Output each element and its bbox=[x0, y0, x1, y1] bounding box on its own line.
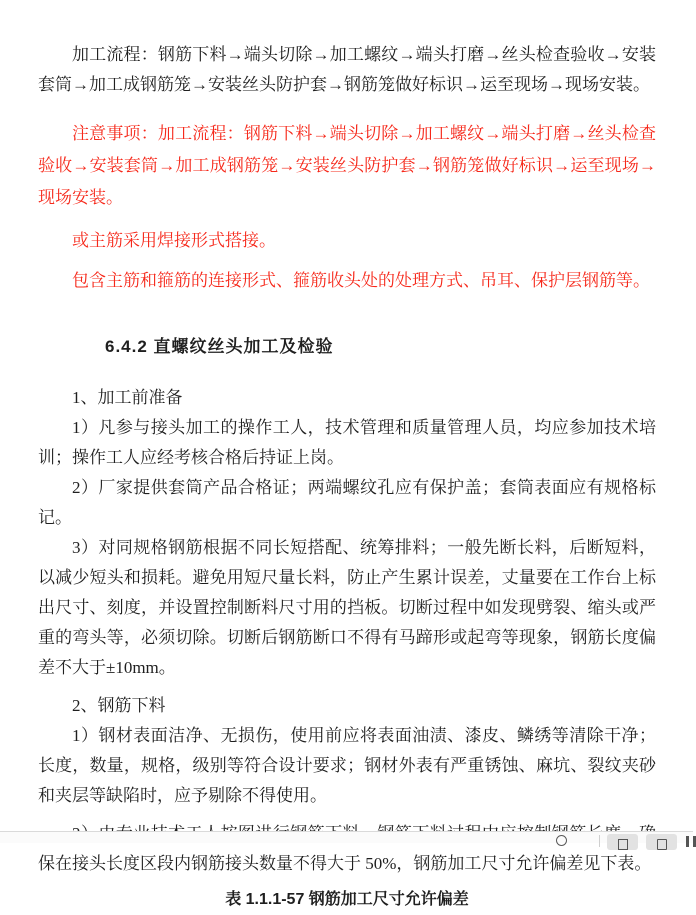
divider bbox=[599, 835, 600, 847]
paragraph: 3）对同规格钢筋根据不同长短搭配、统筹排料；一般先断长料，后断短料，以减少短头和损耗。避免用短尺量长料，防止产生累计误差，丈量要在工作台上标出尺寸、刻度，并设置控制断料尺寸用的挡板。切断过程中如发现劈裂、缩头或严重的弯头等，必须切除。切断后钢筋断口不得有马蹄形或起弯等现象，钢筋长度偏差不大于±10mm。 bbox=[38, 538, 656, 677]
paragraph: 包含主筋和箍筋的连接形式、箍筋收头处的处理方式、吊耳、保护层钢筋等。 bbox=[72, 271, 650, 290]
status-bar bbox=[0, 831, 693, 843]
document-content bbox=[38, 40, 656, 915]
paragraph: 保在接头长度区段内钢筋接头数量不得大于 50%，钢筋加工尺寸允许偏差见下表。 bbox=[38, 854, 652, 873]
paragraph: 2、钢筋下料 bbox=[72, 696, 166, 715]
multi-page-icon[interactable] bbox=[686, 836, 696, 847]
paragraph: 1）钢材表面洁净、无损伤，使用前应将表面油渍、漆皮、鳞绣等清除干净；长度，数量，规格，级别等符合设计要求；钢材外表有严重锈蚀、麻坑、裂纹夹砂和夹层等缺陷时，应予剔除不得使用。 bbox=[38, 726, 656, 805]
section-heading: 6.4.2 直螺纹丝头加工及检验 bbox=[105, 337, 334, 356]
paragraph: 2）厂家提供套筒产品合格证；两端螺纹孔应有保护盖；套筒表面应有规格标记。 bbox=[38, 478, 656, 527]
paragraph: 1、加工前准备 bbox=[72, 388, 183, 407]
paragraph: 1）凡参与接头加工的操作工人，技术管理和质量管理人员，均应参加技术培训；操作工人应经考核合格后持证上岗。 bbox=[38, 418, 656, 467]
paragraph: 加工流程：钢筋下料→端头切除→加工螺纹→端头打磨→丝头检查验收→安装套筒→加工成钢筋笼→安装丝头防护套→钢筋笼做好标识→运至现场→现场安装。 bbox=[38, 45, 656, 94]
fit-page-button[interactable] bbox=[646, 834, 677, 850]
paragraph: 或主筋采用焊接形式搭接。 bbox=[72, 231, 276, 250]
page-view-button[interactable] bbox=[607, 834, 638, 850]
table-caption: 表 1.1.1-57 钢筋加工尺寸允许偏差 bbox=[225, 891, 469, 908]
fit-page-icon bbox=[657, 839, 667, 850]
paragraph: 注意事项：加工流程：钢筋下料→端头切除→加工螺纹→端头打磨→丝头检查验收→安装套筒→加工成钢筋笼→安装丝头防护套→钢筋笼做好标识→运至现场→现场安装。 bbox=[38, 124, 656, 207]
status-circle-icon[interactable] bbox=[556, 835, 567, 846]
page-view-icon bbox=[618, 839, 628, 850]
